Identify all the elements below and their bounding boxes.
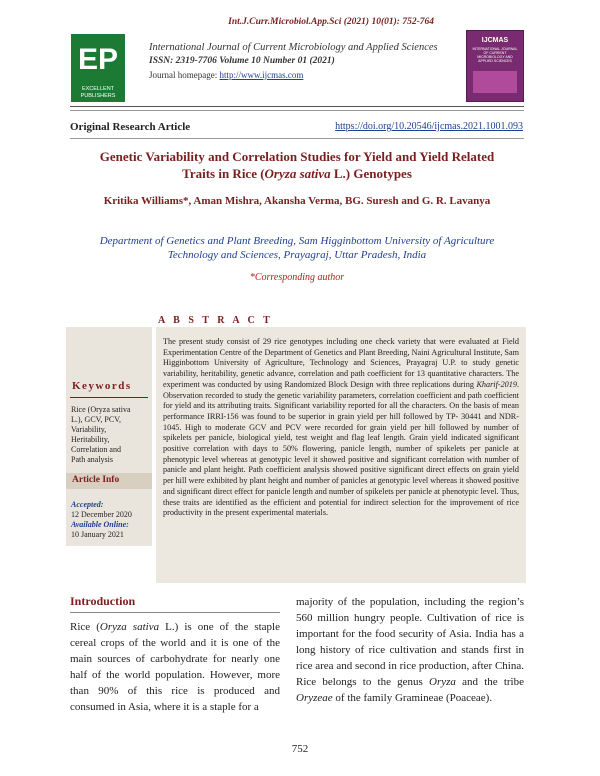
online-label: Available Online: [71, 520, 129, 529]
doi-rule [70, 138, 524, 139]
intro-column-right: majority of the population, including the region’s 560 million hungry people. Cultivation of rice is important for the food security of Asia. India has a long history of rice cultivation and stands first in rice area and second in rice production, after China. Rice belongs to the genus Oryza and the tribe Oryzeae of the family Gramineae (Poaceae). [296, 596, 524, 704]
keyword-item: Rice (Oryza sativa [71, 405, 131, 414]
keyword-item: Variability, [71, 425, 107, 434]
keyword-item: L.), GCV, PCV, [71, 415, 121, 424]
publisher-logo [71, 34, 125, 102]
intro-column-left: Rice (Oryza sativa L.) is one of the staple cereal crops of the world and it is one of the main sources of carbohydrate for nearly one half of the world population. However, more than 90% of this rice is produced and consumed in Asia, where it is a staple for a [70, 621, 280, 713]
corresponding-author: *Corresponding author [249, 272, 345, 283]
header-rule-thin [70, 110, 524, 111]
logo-publisher: EXCELLENT PUBLISHERS [80, 86, 116, 99]
logo-letters: EP [77, 43, 119, 76]
keywords-rule [70, 397, 148, 398]
article-type: Original Research Article [70, 121, 191, 133]
affiliation: Department of Genetics and Plant Breeding, Sam Higginbottom University of Agriculture Technology and Sciences, Prayagraj, Uttar Pradesh, India [99, 235, 495, 261]
abstract-heading: A B S T R A C T [158, 315, 273, 326]
keyword-item: Heritability, [71, 435, 110, 444]
journal-name: International Journal of Current Microbiology and Applied Sciences [149, 42, 438, 53]
cover-subtitle: INTERNATIONAL JOURNAL OF CURRENT MICROBIOLOGY AND APPLIED SCIENCES [472, 47, 518, 63]
article-title: Genetic Variability and Correlation Studies for Yield and Yield Related Traits in Rice (Oryza sativa L.) Genotypes [99, 149, 495, 181]
keywords-heading: Keywords [72, 380, 132, 392]
abstract-text: The present study consist of 29 rice genotypes including one check variety that were evaluated at Field Experimentation Centre of the Department of Genetics and Plant Breeding, Naini Agricultural Institute, Sam Higginbottom University of Agriculture, Technology and Sciences, Prayagraj U.P. to study genetic variability, heritability, genetic advance, correlation and path coefficient for 13 quantitative characters. The experiment was conducted by using Randomized Block Design with three replications during Kharif-2019. Observation recorded to study the genetic variability parameters, correlation coefficient and path coefficient for yield and its attributing traits. Significant variability reported for all the characters. On the basis of mean performance IRRI-156 was found to be superior in grain yield per hill followed by TP- 30441 and NDR-1045. High to moderate GCV and PCV were recorded for grain yield per hill followed by number of spikelets per panicle, biological yield, test weight and flag leaf length. Grain yield indicated significant positive correlation with days to 50% flowering, panicle length, number of spikelets per panicle at phenotypic level whereas at genotypic level it showed positive and significant correlation with number of panicle and plant height. Path coefficient analysis showed positive significant direct effects on grain yield per hill were exhibited by plant height and number of panicles at genotypic level whereas it showed positive and significant direct effect for panicle length and number of spikelets per panicle at phenotypic level. Thus, these traits are identified as the efficient and potential for indirect selection for the improvement of rice productivity in the present experimental materials. [163, 337, 519, 518]
homepage-link[interactable]: http://www.ijcmas.com [219, 70, 304, 80]
online-date: 10 January 2021 [71, 530, 124, 539]
author-list: Kritika Williams*, Aman Mishra, Akansha Verma, BG. Suresh and G. R. Lavanya [103, 195, 491, 207]
article-info-heading: Article Info [72, 475, 120, 485]
accepted-date: 12 December 2020 [71, 510, 132, 519]
introduction-heading: Introduction [70, 594, 136, 608]
journal-homepage: Journal homepage: http://www.ijcmas.com [149, 70, 304, 80]
page-number: 752 [291, 743, 309, 755]
introduction-rule [70, 612, 280, 613]
journal-cover-image [466, 30, 524, 102]
keyword-item: Path analysis [71, 455, 113, 464]
journal-issn: ISSN: 2319-7706 Volume 10 Number 01 (2021) [149, 56, 335, 66]
keyword-item: Correlation and [71, 445, 121, 454]
cover-title: IJCMAS [481, 37, 509, 44]
accepted-label: Accepted: [71, 500, 104, 509]
doi-link[interactable]: https://doi.org/10.20546/ijcmas.2021.1001.093 [335, 121, 523, 132]
citation-header: Int.J.Curr.Microbiol.App.Sci (2021) 10(01): 752-764 [228, 17, 434, 27]
header-rule [70, 106, 524, 107]
